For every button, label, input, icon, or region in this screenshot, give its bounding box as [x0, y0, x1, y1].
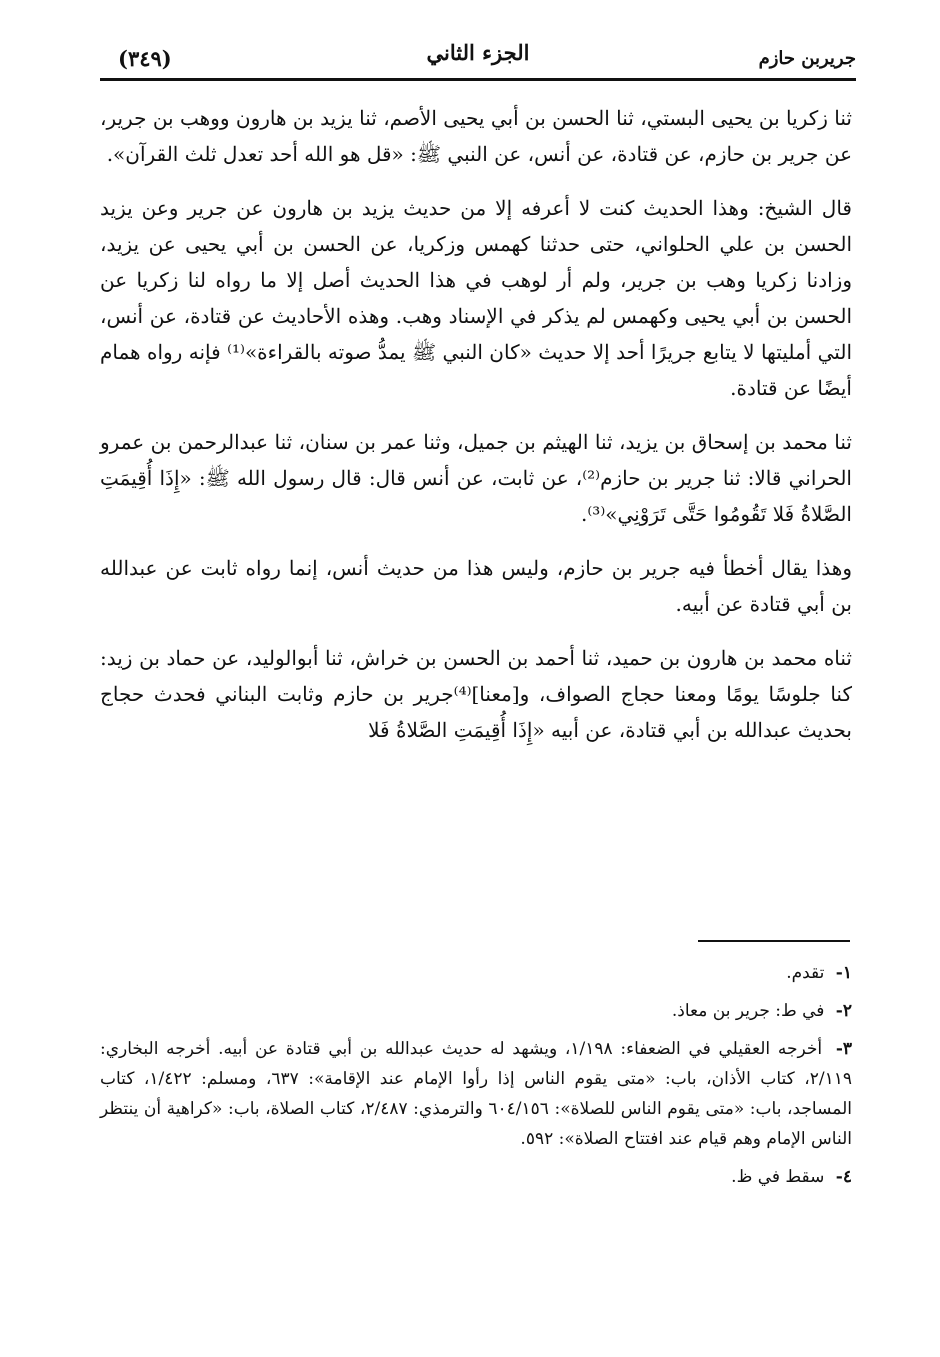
main-text [100, 100, 852, 766]
page-header [100, 40, 856, 76]
footnote [100, 996, 852, 1026]
paragraph: ثنا محمد بن إسحاق بن يزيد، ثنا الهيثم بن جميل، وثنا عمر بن سنان، ثنا عبدالرحمن بن عمرو الحراني قالا: ثنا جرير بن حازم⁽²⁾، عن ثابت، عن أنس قال: قال رسول الله ﷺ: «إِذَا أُقِيمَتِ الصَّلاةُ فَلا تَقُومُوا حَتَّى تَرَوْنِي»⁽³⁾. [100, 430, 852, 526]
footnote-separator [698, 940, 850, 942]
footnote [100, 1034, 852, 1154]
footnote [100, 958, 852, 988]
footnote-text: في ط: جرير بن معاذ. [671, 1001, 825, 1021]
footnote-number: ٤- [835, 1167, 852, 1187]
footnotes [100, 958, 852, 1200]
footnote-number: ٢- [835, 1001, 852, 1021]
paragraph: ثنا زكريا بن يحيى البستي، ثنا الحسن بن أبي يحيى الأصم، ثنا يزيد بن هارون ووهب بن جرير، عن جرير بن حازم، عن قتادة، عن أنس، عن النبي ﷺ: «قل هو الله أحد تعدل ثلث القرآن». [100, 106, 852, 166]
footnote [100, 1162, 852, 1192]
part-title: الجزء الثاني [426, 40, 530, 65]
footnote-text: سقط في ظ. [731, 1167, 825, 1187]
footnote-number: ١- [835, 963, 852, 983]
footnote-text: أخرجه العقيلي في الضعفاء: ١/١٩٨، ويشهد له حديث عبدالله بن أبي قتادة عن أبيه. أخرجه البخاري: ٢/١١٩، كتاب الأذان، باب: «متى يقوم الناس إذا رأوا الإمام عند الإقامة»: ٦٣٧، ومسلم: ١/٤٢٢، كتاب المساجد، باب: «متى يقوم الناس للصلاة»: ٦٠٤/١٥٦ والترمذي: ٢/٤٨٧، كتاب الصلاة، باب: «كراهية أن ينتظر الناس الإمام وهم قيام عند افتتاح الصلاة»: ٥٩٢. [100, 1039, 852, 1149]
header-rule [100, 78, 856, 81]
paragraph: وهذا يقال أخطأ فيه جرير بن حازم، وليس هذا من حديث أنس، إنما رواه ثابت عن عبدالله بن أبي قتادة عن أبيه. [100, 556, 852, 616]
footnote-text: تقدم. [786, 963, 825, 983]
footnote-number: ٣- [835, 1039, 853, 1059]
paragraph: قال الشيخ: وهذا الحديث كنت لا أعرفه إلا من حديث يزيد بن هارون عن جرير وعن يزيد الحسن بن علي الحلواني، حتى حدثنا كهمس وزكريا، عن الحسن بن أبي يحيى عن يزيد، وزادنا زكريا وهب بن جرير، ولم أر لوهب في هذا الحديث أصل إلا ما رواه لنا زكريا عن الحسن بن أبي يحيى وكهمس لم يذكر في الإسناد وهب. وهذه الأحاديث عن قتادة، عن أنس، التي أمليتها لا يتابع جريرًا أحد إلا حديث «كان النبي ﷺ يمدُّ صوته بالقراءة»⁽¹⁾ فإنه رواه همام أيضًا عن قتادة. [100, 196, 852, 400]
page-number: (٣٤٩) [118, 46, 172, 71]
running-title: جريربن حازم [758, 48, 856, 69]
paragraph: ثناه محمد بن هارون بن حميد، ثنا أحمد بن الحسن بن خراش، ثنا أبوالوليد، عن حماد بن زيد: كنا جلوسًا يومًا ومعنا حجاج الصواف، و[معنا]⁽⁴⁾جرير بن حازم وثابت البناني فحدث حجاج بحديث عبدالله بن أبي قتادة، عن أبيه «إِذَا أُقِيمَتِ الصَّلاةُ فَلا [100, 646, 852, 742]
